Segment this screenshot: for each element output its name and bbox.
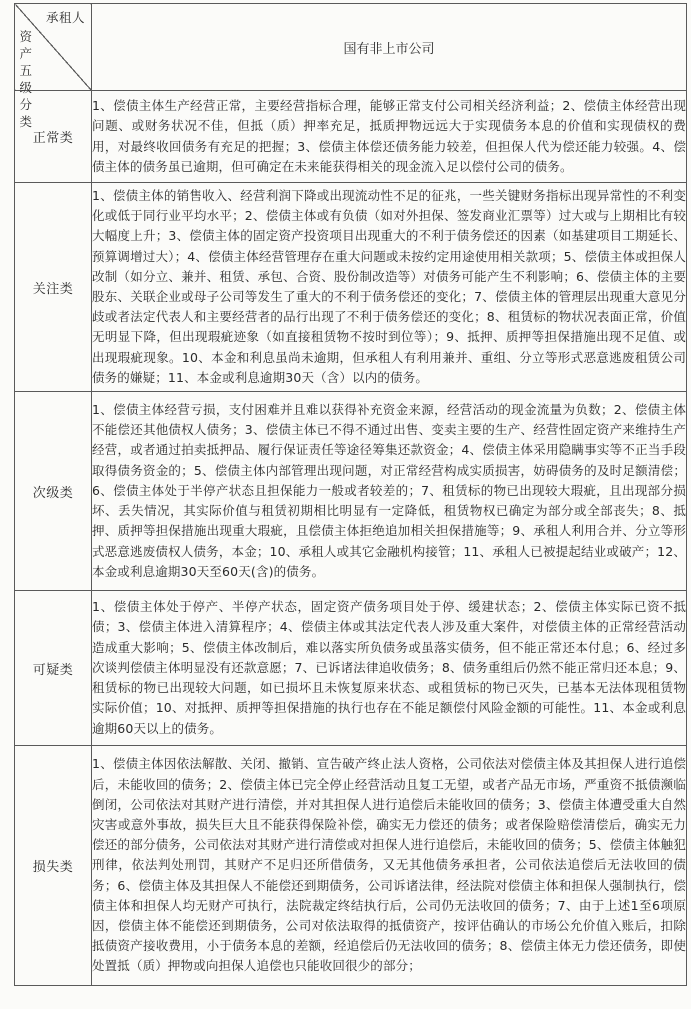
table-row xyxy=(15,392,687,591)
corner-bottom-label: 资产五级分类 xyxy=(19,29,33,129)
row-description: 1、偿债主体的销售收入、经营利润下降或出现流动性不足的征兆，一些关键财务指标出现异常性的不利变化或低于同行业平均水平；2、偿债主体或有负债（如对外担保、签发商业汇票等）过大或与上期相比有较大幅度上升；3、偿债主体的固定资产投资项目出现重大的不利于债务偿还的因素（如基建项目工期延长、预算调增过大）；4、偿债主体经营管理存在重大问题或未按约定用途使用相关款项；5、偿债主体或担保人改制（如分立、兼并、租赁、承包、合资、股份制改造等）对债务可能产生不利影响；6、偿债主体的主要股东、关联企业或母子公司等发生了重大的不利于债务偿还的变化；7、偿债主体的管理层出现重大意见分歧或者法定代表人和主要经营者的品行出现了不利于债务偿还的变化；8、租赁标的物状况表面正常，价值无明显下降，但出现瑕疵迹象（如直接租赁物不按时到位等）；9、抵押、质押等担保措施出现不足值、或出现瑕疵现象。10、本金和利息虽尚未逾期，但承租人有利用兼并、重组、分立等形式恶意逃废租赁公司债务的嫌疑；11、本金或利息逾期30天（含）以内的债务。 xyxy=(92,183,687,392)
row-description: 1、偿债主体生产经营正常，主要经营指标合理，能够正常支付公司相关经济利益；2、偿债主体经营出现问题、或财务状况不佳，但抵（质）押率充足，抵质押物远远大于实现债务本息的价值和实现债权的费用，对最终收回债务有充足的把握；3、偿债主体偿还债务能力较差，但担保人代为偿还能力较强。4、偿债主体的债务虽已逾期，但可确定在未来能获得相关的现金流入足以偿付公司的债务。 xyxy=(92,91,687,183)
row-category: 正常类 xyxy=(15,91,92,183)
classification-table xyxy=(14,3,687,986)
row-category: 次级类 xyxy=(15,392,92,591)
corner-top-label: 承租人 xyxy=(45,10,85,25)
table-row xyxy=(15,591,687,746)
row-description: 1、偿债主体经营亏损，支付困难并且难以获得补充资金来源，经营活动的现金流量为负数；2、偿债主体不能偿还其他债权人债务；3、偿债主体已不得不通过出售、变卖主要的生产、经营性固定资产来维持生产经营，或者通过拍卖抵押品、履行保证责任等途径筹集还款资金；4、偿债主体采用隐瞒事实等不正当手段取得债务资金的；5、偿债主体内部管理出现问题，对正常经营构成实质损害，妨碍债务的及时足额清偿；6、偿债主体处于半停产状态且担保能力一般或者较差的；7、租赁标的物已出现较大瑕疵，且出现部分损坏、丢失情况，其实际价值与租赁初期相比明显有一定降低，租赁物权已确定为部分或全部丧失；8、抵押、质押等担保措施出现重大瑕疵，且偿债主体拒绝追加相关担保措施等；9、承租人利用合并、分立等形式恶意逃废债权人债务，本金；10、承租人或其它金融机构接管；11、承租人已被提起结业或破产；12、本金或利息逾期30天至60天(含)的债务。 xyxy=(92,392,687,591)
row-description: 1、偿债主体因依法解散、关闭、撤销、宣告破产终止法人资格，公司依法对偿债主体及其担保人进行追偿后，未能收回的债务；2、偿债主体已完全停止经营活动且复工无望，或者产品无市场，严重资不抵债濒临倒闭，公司依法对其财产进行清偿，并对其担保人进行追偿后未能收回的债务；3、偿债主体遭受重大自然灾害或意外事故，损失巨大且不能获得保险补偿，确实无力偿还的债务；或者保险赔偿清偿后，确实无力偿还的部分债务，公司依法对其财产进行清偿或对担保人进行追偿后，未能收回的债务；5、偿债主体触犯刑律，依法判处刑罚，其财产不足归还所借债务，又无其他债务承担者，公司依法追偿后无法收回的债务；6、偿债主体及其担保人不能偿还到期债务，公司诉诸法律，经法院对偿债主体和担保人强制执行，偿债主体和担保人均无财产可执行，法院裁定终结执行后，公司仍无法收回的债务；7、由于上述1至6项原因，偿债主体不能偿还到期债务，公司对依法取得的抵债资产，按评估确认的市场公允价值入账后，扣除抵债资产接收费用，小于债务本息的差额，经追偿后仍无法收回的债务；8、偿债主体无力偿还债务，即使处置抵（质）押物或向担保人追偿也只能收回很少的部分； xyxy=(92,746,687,986)
diagonal-header-cell xyxy=(15,4,92,129)
row-description: 1、偿债主体处于停产、半停产状态，固定资产债务项目处于停、缓建状态；2、偿债主体实际已资不抵债；3、偿债主体进入清算程序；4、偿债主体或其法定代表人涉及重大案件，对偿债主体的正常经营活动造成重大影响；5、偿债主体改制后，难以落实所负债务或虽落实债务，但不能正常还本付息；6、经过多次谈判偿债主体明显没有还款意愿；7、已诉诸法律追收债务；8、债务重组后仍然不能正常归还本息；9、租赁标的物已出现较大问题，如已损坏且未恢复原来状态、或租赁标的物已灭失，已基本无法体现租赁物实际价值；10、对抵押、质押等担保措施的执行也存在不能足额偿付风险金额的可能性。11、本金或利息逾期60天以上的债务。 xyxy=(92,591,687,746)
row-category: 可疑类 xyxy=(15,591,92,746)
table-row xyxy=(15,91,687,183)
row-category: 关注类 xyxy=(15,183,92,392)
row-category: 损失类 xyxy=(15,746,92,986)
table-row xyxy=(15,746,687,986)
table-title: 国有非上市公司 xyxy=(92,4,687,91)
table-row xyxy=(15,183,687,392)
table-header-row xyxy=(15,4,687,91)
